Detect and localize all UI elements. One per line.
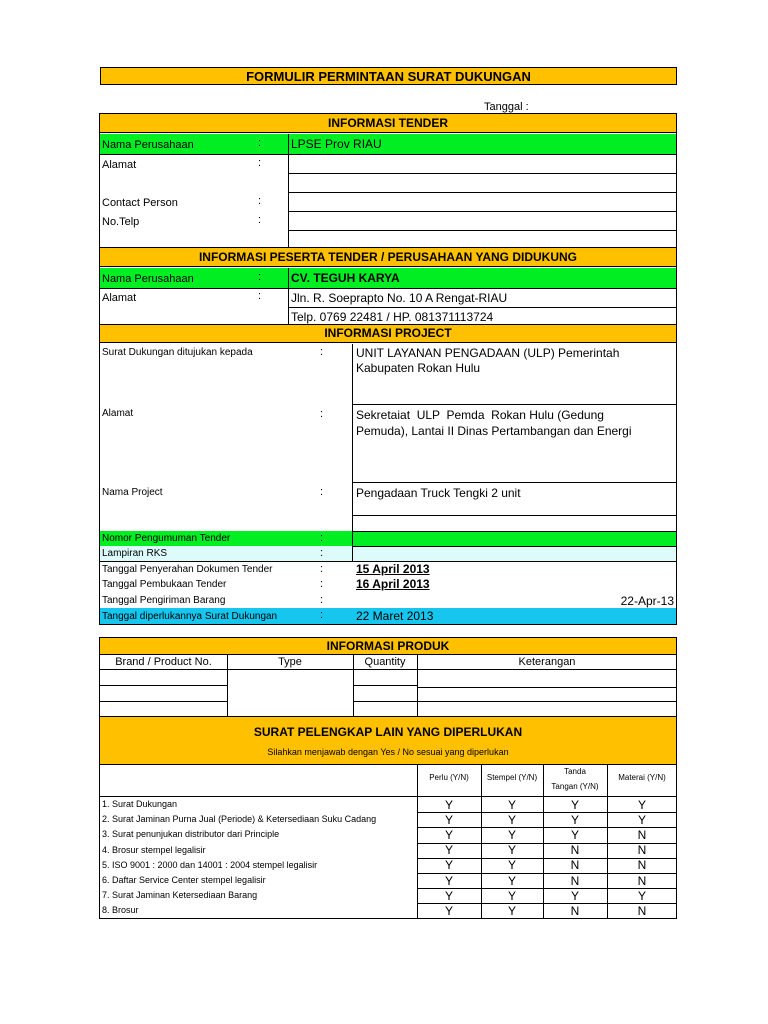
checklist-stempel-value[interactable]: Y (507, 797, 516, 812)
colon: : (258, 290, 262, 302)
checklist-perlu-value[interactable]: Y (444, 888, 453, 903)
checklist-tanda-value[interactable]: N (570, 843, 580, 858)
colon: : (320, 486, 324, 498)
pelengkap-heading: SURAT PELENGKAP LAIN YANG DIPERLUKAN (253, 725, 523, 739)
checklist-materai-value[interactable]: N (637, 843, 647, 858)
colon: : (320, 563, 324, 575)
pengiriman-value[interactable]: 22-Apr-13 (620, 594, 674, 608)
colon: : (258, 195, 262, 207)
checklist-stempel-value[interactable]: Y (507, 903, 516, 918)
checklist-stempel-value[interactable]: Y (507, 843, 516, 858)
project-heading: INFORMASI PROJECT (100, 325, 676, 343)
checklist-item-label: 1. Surat Dukungan (102, 799, 178, 809)
col-brand: Brand / Product No. (115, 656, 212, 668)
pelengkap-subheading: Silahkan menjawab dengan Yes / No sesuai yang diperlukan (267, 747, 509, 757)
tender-telp-label: No.Telp (102, 216, 140, 228)
col-quantity: Quantity (364, 656, 406, 668)
checklist-item-label: 8. Brosur (102, 905, 139, 916)
col-materai: Materai (Y/N) (618, 773, 666, 782)
checklist-tanda-value[interactable]: N (570, 903, 580, 918)
nama-project-value[interactable]: Pengadaan Truck Tengki 2 unit (356, 486, 521, 500)
peserta-company-value[interactable]: CV. TEGUH KARYA (291, 271, 400, 285)
col-type: Type (278, 656, 302, 668)
checklist-materai-value[interactable]: Y (637, 797, 646, 812)
checklist-item-label: 4. Brosur stempel legalisir (102, 844, 206, 855)
colon: : (258, 271, 262, 283)
colon: : (258, 157, 262, 169)
colon: : (320, 408, 324, 420)
penyerahan-value[interactable]: 15 April 2013 (356, 562, 430, 576)
checklist-tanda-value[interactable]: N (570, 858, 580, 873)
col-perlu: Perlu (Y/N) (429, 773, 469, 782)
checklist-perlu-value[interactable]: Y (444, 797, 453, 812)
checklist-item-label: 2. Surat Jaminan Purna Jual (Periode) & Ketersediaan Suku Cadang (102, 814, 377, 825)
checklist-materai-value[interactable]: Y (637, 888, 646, 903)
checklist-tanda-value[interactable]: Y (570, 888, 579, 903)
checklist-item-label: 7. Surat Jaminan Ketersediaan Barang (102, 890, 258, 901)
peserta-telp-value[interactable]: Telp. 0769 22481 / HP. 081371113724 (291, 310, 494, 324)
checklist-materai-value[interactable]: N (637, 903, 647, 918)
checklist-stempel-value[interactable]: Y (507, 812, 516, 827)
peserta-company-label: Nama Perusahaan (102, 273, 194, 285)
form-title: FORMULIR PERMINTAAN SURAT DUKUNGAN (100, 67, 677, 85)
checklist-stempel-value[interactable]: Y (507, 827, 516, 842)
checklist-perlu-value[interactable]: Y (444, 873, 453, 888)
checklist-stempel-value[interactable]: Y (507, 888, 516, 903)
tender-contact-label: Contact Person (102, 197, 178, 209)
col-keterangan: Keterangan (518, 656, 576, 668)
colon: : (320, 609, 324, 621)
checklist-stempel-value[interactable]: Y (507, 873, 516, 888)
colon: : (258, 214, 262, 226)
checklist-item-label: 3. Surat penunjukan distributor dari Principle (102, 829, 280, 840)
pengiriman-label: Tanggal Pengiriman Barang (102, 595, 226, 606)
project-alamat-line2[interactable]: Pemuda), Lantai II Dinas Pertambangan dan Energi (356, 424, 632, 438)
colon: : (320, 346, 324, 358)
tender-alamat-label: Alamat (102, 159, 137, 171)
checklist-materai-value[interactable]: N (637, 827, 647, 842)
checklist-tanda-value[interactable]: Y (570, 797, 579, 812)
checklist-item-label: 6. Daftar Service Center stempel legalisir (102, 875, 266, 885)
tender-heading: INFORMASI TENDER (100, 114, 676, 133)
peserta-heading: INFORMASI PESERTA TENDER / PERUSAHAAN YANG DIDUKUNG (100, 248, 676, 267)
peserta-alamat-value[interactable]: Jln. R. Soeprapto No. 10 A Rengat-RIAU (291, 291, 508, 305)
colon: : (320, 578, 324, 590)
checklist-tanda-value[interactable]: Y (570, 812, 579, 827)
lampiran-label: Lampiran RKS (102, 548, 168, 559)
nomor-label: Nomor Pengumuman Tender (102, 533, 231, 544)
checklist-materai-value[interactable]: Y (637, 812, 646, 827)
col-tanda-2: Tangan (Y/N) (551, 782, 599, 791)
ditujukan-line2[interactable]: Kabupaten Rokan Hulu (356, 361, 481, 375)
checklist-tanda-value[interactable]: N (570, 873, 580, 888)
ditujukan-label: Surat Dukungan ditujukan kepada (102, 347, 253, 358)
checklist-perlu-value[interactable]: Y (444, 903, 453, 918)
penyerahan-label: Tanggal Penyerahan Dokumen Tender (102, 564, 273, 575)
checklist-materai-value[interactable]: N (637, 858, 647, 873)
tender-company-label: Nama Perusahaan (102, 139, 194, 151)
ditujukan-line1[interactable]: UNIT LAYANAN PENGADAAN (ULP) Pemerintah (356, 346, 620, 360)
project-alamat-label: Alamat (102, 408, 134, 419)
tanggal-label: Tanggal : (484, 101, 529, 113)
col-stempel: Stempel (Y/N) (486, 773, 538, 782)
diperlukan-label: Tanggal diperlukannya Surat Dukungan (102, 611, 278, 622)
pembukaan-label: Tanggal Pembukaan Tender (102, 579, 227, 590)
checklist-materai-value[interactable]: N (637, 873, 647, 888)
nama-project-label: Nama Project (102, 487, 163, 498)
checklist-item-label: 5. ISO 9001 : 2000 dan 14001 : 2004 stempel legalisir (102, 859, 318, 870)
colon: : (320, 532, 324, 544)
project-alamat-line1[interactable]: Sekretaiat ULP Pemda Rokan Hulu (Gedung (356, 408, 604, 422)
checklist-perlu-value[interactable]: Y (444, 812, 453, 827)
checklist-perlu-value[interactable]: Y (444, 858, 453, 873)
diperlukan-value[interactable]: 22 Maret 2013 (356, 609, 434, 623)
colon: : (320, 547, 324, 559)
produk-heading: INFORMASI PRODUK (100, 638, 676, 655)
tender-company-value[interactable]: LPSE Prov RIAU (291, 137, 382, 151)
checklist-tanda-value[interactable]: Y (570, 827, 579, 842)
pembukaan-value[interactable]: 16 April 2013 (356, 577, 430, 591)
checklist-perlu-value[interactable]: Y (444, 827, 453, 842)
checklist-perlu-value[interactable]: Y (444, 843, 453, 858)
lampiran-row-bg (100, 546, 676, 561)
checklist-stempel-value[interactable]: Y (507, 858, 516, 873)
colon: : (258, 137, 262, 149)
peserta-alamat-label: Alamat (102, 292, 137, 304)
col-tanda-1: Tanda (564, 767, 586, 776)
colon: : (320, 594, 324, 606)
